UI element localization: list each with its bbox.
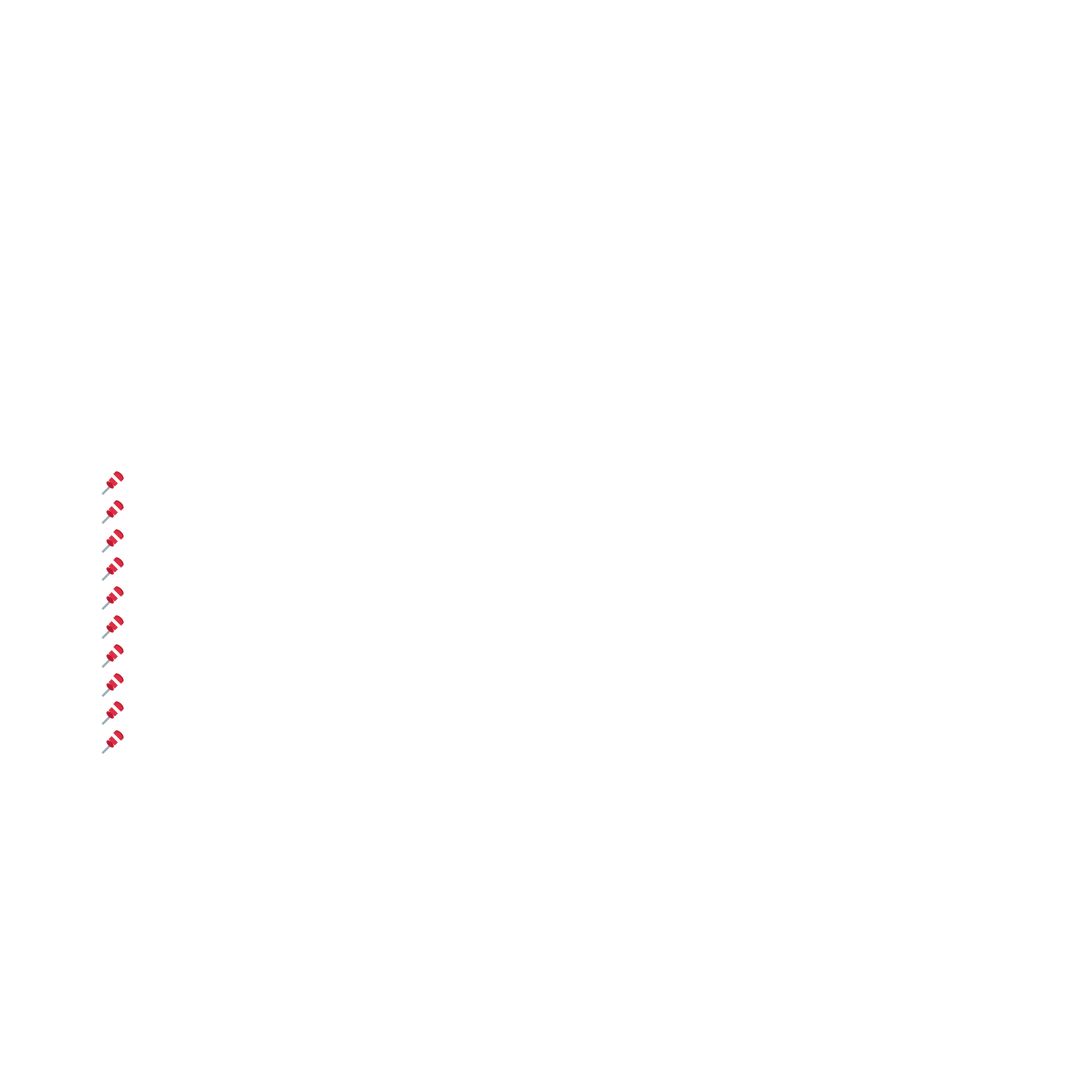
pushpin-icon (100, 582, 128, 611)
pushpin-icon (100, 496, 128, 525)
pushpin-column (100, 467, 128, 755)
pushpin-icon (100, 467, 128, 496)
pushpin-icon (100, 525, 128, 554)
pushpin-icon (100, 726, 128, 755)
pushpin-icon (100, 640, 128, 669)
pushpin-icon (100, 697, 128, 726)
pushpin-icon (100, 611, 128, 640)
pushpin-icon (100, 669, 128, 698)
pushpin-icon (100, 553, 128, 582)
